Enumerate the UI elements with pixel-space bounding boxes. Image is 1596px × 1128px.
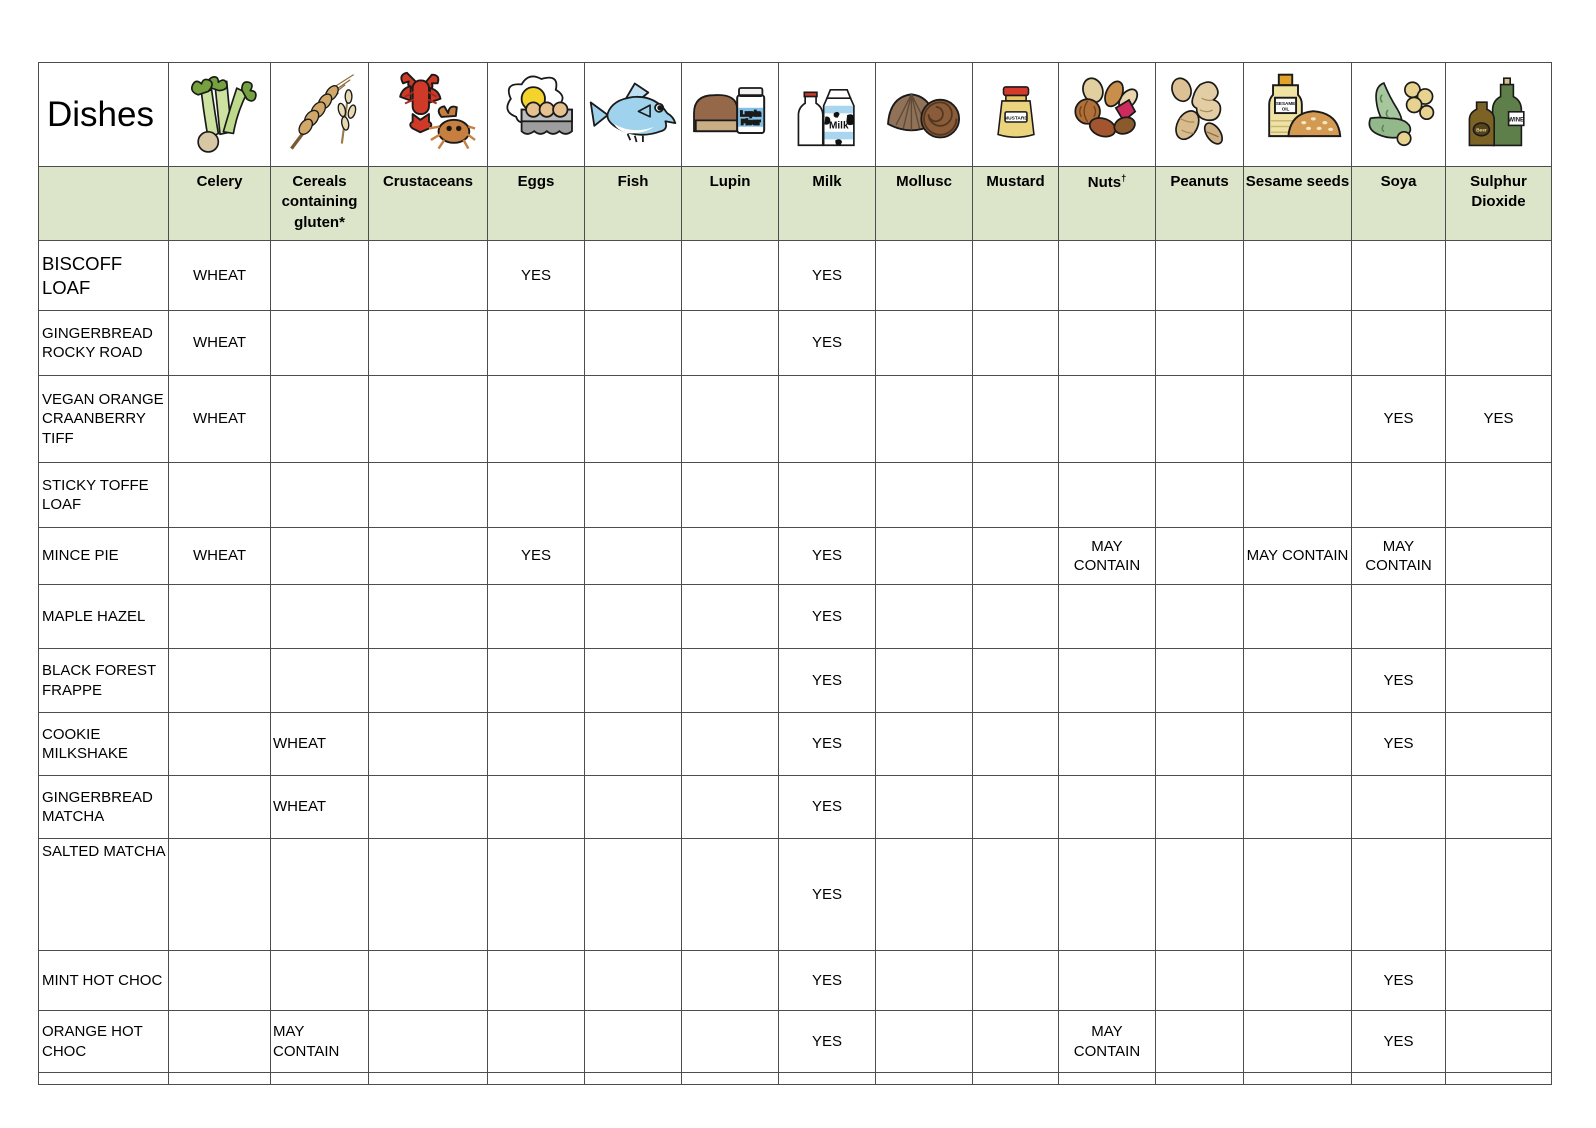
allergen-value-cell [1156, 376, 1244, 463]
allergen-value-cell [1156, 585, 1244, 649]
allergen-value-cell [1446, 1073, 1552, 1085]
allergen-value-cell [1446, 1011, 1552, 1073]
dish-name: SALTED MATCHA [39, 839, 169, 951]
table-row [39, 649, 1552, 713]
allergen-value-cell [779, 463, 876, 528]
allergen-value-cell [1156, 241, 1244, 311]
allergen-value-cell [271, 839, 369, 951]
allergen-value-cell [973, 528, 1059, 585]
allergen-value-cell [876, 528, 973, 585]
fish-icon [585, 63, 682, 167]
allergen-value-cell [369, 1011, 488, 1073]
svg-text:Flour: Flour [741, 116, 761, 126]
table-row [39, 528, 1552, 585]
allergen-value-cell [488, 951, 585, 1011]
allergen-value-cell [876, 776, 973, 839]
peanuts-icon [1156, 63, 1244, 167]
allergen-value-cell: YES [779, 1011, 876, 1073]
allergen-value-cell [876, 649, 973, 713]
dish-name: COOKIE MILKSHAKE [39, 713, 169, 776]
allergen-value-cell: YES [1352, 1011, 1446, 1073]
allergen-value-cell [1352, 585, 1446, 649]
allergen-value-cell [973, 241, 1059, 311]
allergen-value-cell [169, 951, 271, 1011]
allergen-value-cell [1352, 839, 1446, 951]
table-row [39, 951, 1552, 1011]
dish-name: BISCOFF LOAF [39, 241, 169, 311]
mollusc-icon [876, 63, 973, 167]
column-label: Eggs [488, 167, 585, 241]
allergen-value-cell [682, 776, 779, 839]
allergen-value-cell [682, 311, 779, 376]
allergen-value-cell [1244, 649, 1352, 713]
allergen-value-cell [1244, 1073, 1352, 1085]
allergen-value-cell: WHEAT [169, 528, 271, 585]
allergen-value-cell [1244, 585, 1352, 649]
allergen-value-cell [1156, 713, 1244, 776]
dish-name: VEGAN ORANGE CRAANBERRY TIFF [39, 376, 169, 463]
allergen-value-cell [271, 649, 369, 713]
allergen-value-cell [488, 463, 585, 528]
column-label: Crustaceans [369, 167, 488, 241]
allergen-value-cell [876, 951, 973, 1011]
column-label: Mustard [973, 167, 1059, 241]
allergen-value-cell [1446, 713, 1552, 776]
allergen-value-cell [1156, 528, 1244, 585]
svg-text:SESAME: SESAME [1275, 100, 1295, 106]
dish-name [39, 1073, 169, 1085]
allergen-value-cell [1059, 463, 1156, 528]
allergen-value-cell [488, 585, 585, 649]
table-row [39, 1011, 1552, 1073]
allergen-value-cell [271, 528, 369, 585]
table-row [39, 376, 1552, 463]
allergen-value-cell: MAY CONTAIN [1059, 1011, 1156, 1073]
allergen-value-cell [488, 1011, 585, 1073]
allergen-value-cell [369, 776, 488, 839]
svg-text:Milk: Milk [828, 119, 849, 131]
allergen-value-cell: YES [779, 311, 876, 376]
allergen-value-cell [682, 376, 779, 463]
allergen-value-cell [1244, 463, 1352, 528]
allergen-value-cell [369, 528, 488, 585]
allergen-value-cell [369, 713, 488, 776]
allergen-value-cell [1156, 1011, 1244, 1073]
allergen-value-cell [369, 463, 488, 528]
crustaceans-icon [369, 63, 488, 167]
allergen-value-cell [1059, 1073, 1156, 1085]
dish-rows [39, 241, 1552, 1085]
allergen-value-cell [585, 528, 682, 585]
allergen-value-cell [1352, 1073, 1446, 1085]
allergen-value-cell [682, 1073, 779, 1085]
allergen-value-cell: YES [779, 951, 876, 1011]
allergen-value-cell [682, 713, 779, 776]
allergen-value-cell [271, 585, 369, 649]
allergen-value-cell: YES [779, 776, 876, 839]
allergen-value-cell [585, 311, 682, 376]
allergen-value-cell: WHEAT [169, 376, 271, 463]
allergen-value-cell: YES [779, 528, 876, 585]
dish-name: STICKY TOFFE LOAF [39, 463, 169, 528]
table-row [39, 585, 1552, 649]
allergen-value-cell [271, 1073, 369, 1085]
svg-text:WINE: WINE [1507, 116, 1524, 123]
allergen-value-cell [271, 311, 369, 376]
allergen-value-cell [1244, 839, 1352, 951]
allergen-value-cell: YES [779, 649, 876, 713]
allergen-value-cell [1156, 951, 1244, 1011]
allergen-value-cell [876, 376, 973, 463]
allergen-value-cell [585, 1073, 682, 1085]
allergen-value-cell [1059, 585, 1156, 649]
allergen-value-cell [271, 951, 369, 1011]
allergen-value-cell [876, 839, 973, 951]
allergen-value-cell [169, 1073, 271, 1085]
table-row [39, 241, 1552, 311]
column-label: Fish [585, 167, 682, 241]
svg-text:OIL: OIL [1281, 106, 1289, 112]
allergen-value-cell [271, 241, 369, 311]
allergen-value-cell [682, 585, 779, 649]
allergen-value-cell [876, 1073, 973, 1085]
table-row [39, 311, 1552, 376]
allergen-value-cell [585, 713, 682, 776]
allergen-value-cell [369, 1073, 488, 1085]
allergen-value-cell [585, 376, 682, 463]
allergen-value-cell [1446, 241, 1552, 311]
dish-name: ORANGE HOT CHOC [39, 1011, 169, 1073]
allergen-value-cell [1446, 839, 1552, 951]
allergen-value-cell [682, 839, 779, 951]
milk-icon [779, 63, 876, 167]
allergen-value-cell: YES [779, 713, 876, 776]
allergen-value-cell [1446, 585, 1552, 649]
allergen-value-cell: WHEAT [169, 241, 271, 311]
allergen-value-cell [369, 311, 488, 376]
allergen-value-cell [973, 463, 1059, 528]
allergen-value-cell [973, 839, 1059, 951]
allergen-value-cell [169, 776, 271, 839]
allergen-value-cell [585, 839, 682, 951]
column-label: Sesame seeds [1244, 167, 1352, 241]
allergen-value-cell [169, 649, 271, 713]
allergen-value-cell [1059, 713, 1156, 776]
allergen-value-cell [169, 463, 271, 528]
allergen-value-cell [1352, 776, 1446, 839]
lupin-icon [682, 63, 779, 167]
column-label: Lupin [682, 167, 779, 241]
table-row [39, 839, 1552, 951]
page-title: Dishes [39, 63, 169, 167]
cereals-gluten-icon [271, 63, 369, 167]
allergen-value-cell [1244, 376, 1352, 463]
allergen-value-cell [1244, 241, 1352, 311]
allergen-value-cell: WHEAT [169, 311, 271, 376]
allergen-value-cell [876, 311, 973, 376]
dish-name: BLACK FOREST FRAPPE [39, 649, 169, 713]
allergen-value-cell: YES [488, 528, 585, 585]
dish-name: GINGERBREAD MATCHA [39, 776, 169, 839]
allergen-value-cell [973, 311, 1059, 376]
allergen-value-cell [1446, 463, 1552, 528]
column-label: Milk [779, 167, 876, 241]
allergen-value-cell: MAY CONTAIN [1059, 528, 1156, 585]
allergen-value-cell [488, 311, 585, 376]
column-label: Sulphur Dioxide [1446, 167, 1552, 241]
allergen-value-cell [682, 1011, 779, 1073]
allergen-value-cell [1446, 649, 1552, 713]
dish-name: GINGERBREAD ROCKY ROAD [39, 311, 169, 376]
allergen-value-cell [1059, 376, 1156, 463]
celery-icon [169, 63, 271, 167]
allergen-value-cell [1156, 776, 1244, 839]
allergen-value-cell [369, 585, 488, 649]
allergen-value-cell [585, 776, 682, 839]
allergen-value-cell [488, 713, 585, 776]
icon-row [39, 63, 1552, 167]
table-row [39, 713, 1552, 776]
allergen-value-cell [973, 1011, 1059, 1073]
allergen-value-cell [1352, 241, 1446, 311]
allergen-value-cell [779, 1073, 876, 1085]
allergen-value-cell [1352, 463, 1446, 528]
allergen-value-cell [1244, 951, 1352, 1011]
allergen-value-cell [1446, 311, 1552, 376]
allergen-value-cell [876, 241, 973, 311]
allergen-value-cell [973, 649, 1059, 713]
svg-text:Lupin: Lupin [740, 108, 762, 118]
allergen-value-cell: MAY CONTAIN [1244, 528, 1352, 585]
allergen-value-cell: YES [488, 241, 585, 311]
column-label: Cereals containing gluten* [271, 167, 369, 241]
allergen-value-cell: MAY CONTAIN [271, 1011, 369, 1073]
allergen-value-cell [169, 1011, 271, 1073]
allergen-value-cell: MAY CONTAIN [1352, 528, 1446, 585]
allergen-value-cell [1059, 951, 1156, 1011]
allergen-value-cell [876, 463, 973, 528]
allergen-value-cell [1244, 776, 1352, 839]
allergen-value-cell [876, 1011, 973, 1073]
allergen-value-cell [488, 839, 585, 951]
allergen-value-cell [876, 585, 973, 649]
table-row [39, 776, 1552, 839]
column-label: Soya [1352, 167, 1446, 241]
allergen-value-cell [1244, 311, 1352, 376]
mustard-icon [973, 63, 1059, 167]
svg-text:Beer: Beer [1475, 127, 1487, 133]
sulphur-dioxide-icon [1446, 63, 1552, 167]
allergen-value-cell: YES [779, 839, 876, 951]
allergen-value-cell: YES [1446, 376, 1552, 463]
label-row [39, 167, 1552, 241]
allergen-value-cell [682, 241, 779, 311]
nuts-icon [1059, 63, 1156, 167]
allergen-value-cell [585, 463, 682, 528]
allergen-value-cell [169, 585, 271, 649]
allergen-value-cell [488, 776, 585, 839]
allergen-value-cell [973, 951, 1059, 1011]
allergen-value-cell [682, 528, 779, 585]
allergen-value-cell [585, 1011, 682, 1073]
allergen-value-cell [682, 463, 779, 528]
allergen-value-cell: YES [1352, 649, 1446, 713]
allergen-value-cell: YES [1352, 713, 1446, 776]
allergen-value-cell [876, 713, 973, 776]
allergen-value-cell: WHEAT [271, 776, 369, 839]
allergen-value-cell [682, 649, 779, 713]
allergen-sheet [38, 62, 1552, 1085]
allergen-value-cell [1446, 951, 1552, 1011]
dish-name: MINCE PIE [39, 528, 169, 585]
allergen-value-cell: YES [1352, 951, 1446, 1011]
allergen-value-cell [973, 776, 1059, 839]
allergen-value-cell [585, 951, 682, 1011]
allergen-value-cell [1156, 649, 1244, 713]
allergen-value-cell [973, 713, 1059, 776]
allergen-value-cell [1446, 528, 1552, 585]
allergen-value-cell [1244, 1011, 1352, 1073]
allergen-value-cell [271, 376, 369, 463]
allergen-value-cell [369, 839, 488, 951]
allergen-value-cell: WHEAT [271, 713, 369, 776]
allergen-value-cell [1059, 776, 1156, 839]
allergen-value-cell [369, 376, 488, 463]
table-row [39, 463, 1552, 528]
allergen-value-cell [369, 951, 488, 1011]
allergen-value-cell [271, 463, 369, 528]
allergen-value-cell: YES [779, 585, 876, 649]
allergen-value-cell: YES [779, 241, 876, 311]
allergen-value-cell [1156, 311, 1244, 376]
svg-text:MUSTARD: MUSTARD [1003, 115, 1028, 121]
allergen-value-cell [973, 376, 1059, 463]
allergen-value-cell [1156, 1073, 1244, 1085]
allergen-value-cell [585, 241, 682, 311]
dish-name: MINT HOT CHOC [39, 951, 169, 1011]
column-label: Mollusc [876, 167, 973, 241]
allergen-value-cell [369, 241, 488, 311]
allergen-table [38, 62, 1552, 1085]
allergen-value-cell [1352, 311, 1446, 376]
column-label: Peanuts [1156, 167, 1244, 241]
allergen-value-cell [1059, 241, 1156, 311]
allergen-value-cell [488, 376, 585, 463]
allergen-value-cell: YES [1352, 376, 1446, 463]
column-label: Nuts† [1059, 167, 1156, 241]
dish-name: MAPLE HAZEL [39, 585, 169, 649]
column-label: Celery [169, 167, 271, 241]
allergen-value-cell [488, 649, 585, 713]
corner-cell [39, 167, 169, 241]
allergen-value-cell [169, 713, 271, 776]
sesame-seeds-icon [1244, 63, 1352, 167]
allergen-value-cell [169, 839, 271, 951]
allergen-value-cell [1446, 776, 1552, 839]
table-row [39, 1073, 1552, 1085]
eggs-icon [488, 63, 585, 167]
soya-icon [1352, 63, 1446, 167]
allergen-value-cell [1059, 839, 1156, 951]
allergen-value-cell [682, 951, 779, 1011]
allergen-value-cell [1059, 649, 1156, 713]
allergen-value-cell [488, 1073, 585, 1085]
allergen-value-cell [973, 1073, 1059, 1085]
allergen-value-cell [1156, 839, 1244, 951]
allergen-value-cell [973, 585, 1059, 649]
allergen-value-cell [1244, 713, 1352, 776]
allergen-value-cell [779, 376, 876, 463]
allergen-value-cell [369, 649, 488, 713]
allergen-value-cell [585, 585, 682, 649]
allergen-value-cell [1059, 311, 1156, 376]
allergen-value-cell [1156, 463, 1244, 528]
allergen-value-cell [585, 649, 682, 713]
